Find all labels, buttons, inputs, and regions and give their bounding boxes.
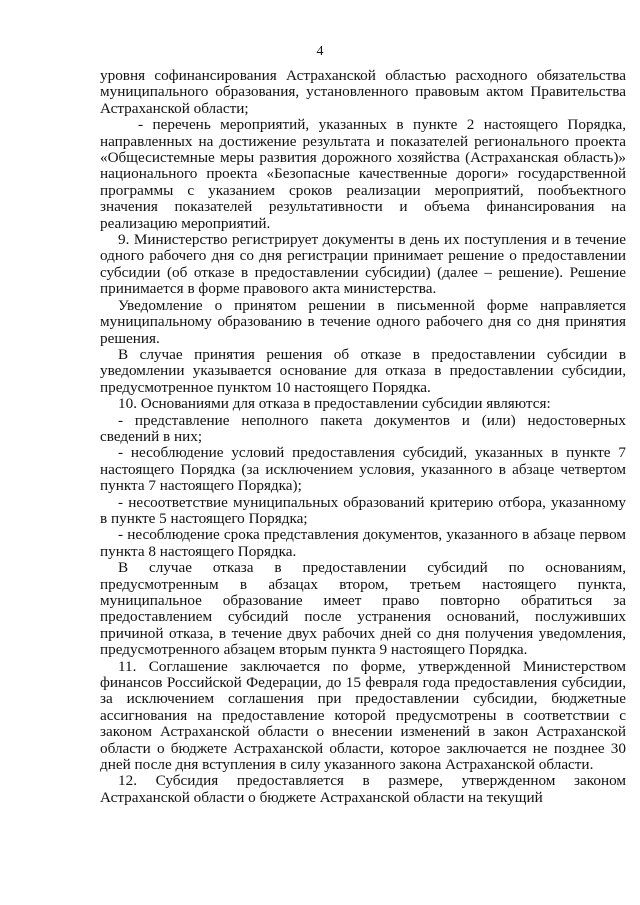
page-number: 4 — [316, 44, 324, 59]
paragraph: 9. Министерство регистрирует документы в день их поступления и в течение одного рабочего дня со дня регистрации принимает решение о предоставлении субсидии (об отказе в предоставлении субсидии) (далее – решение). Решение принимается в форме правового акта министерства. — [100, 231, 626, 298]
document-body — [100, 68, 626, 806]
paragraph: - несоответствие муниципальных образований критерию отбора, указанному в пункте 5 настоящего Порядка; — [100, 493, 626, 527]
paragraph: Уведомление о принятом решении в письменной форме направляется муниципальному образованию в течение одного рабочего дня со дня принятия решения. — [100, 296, 626, 347]
paragraph: 10. Основаниями для отказа в предоставлении субсидии являются: — [118, 395, 551, 413]
paragraph: - представление неполного пакета документов и (или) недостоверных сведений в них; — [100, 411, 626, 445]
paragraph: 11. Соглашение заключается по форме, утвержденной Министерством финансов Российской Федерации, до 15 февраля года предоставления субсидии, за исключением соглашения при предоставлении субсидии, бюджетные ассигнования на предоставление которой предусмотрены в соответствии с законом Астраханской области о внесении изменений в закон Астраханской области о бюджете Астраханской области, которое заключается не позднее 30 дней после дня вступления в силу указанного закона Астраханской области. — [100, 657, 626, 774]
paragraph: 12. Субсидия предоставляется в размере, утвержденном законом Астраханской области о бюджете Астраханской области на текущий — [100, 772, 626, 806]
paragraph: В случае отказа в предоставлении субсидий по основаниям, предусмотренным в абзацах втором, третьем настоящего пункта, муниципальное образование имеет право повторно обратиться за предоставлением субсидий после устранения оснований, послуживших причиной отказа, в течение двух рабочих дней со дня получения уведомления, предусмотренного абзацем вторым пункта 9 настоящего Порядка. — [100, 559, 626, 659]
paragraph: уровня софинансирования Астраханской областью расходного обязательства муниципального образования, установленного правовым актом Правительства Астраханской области; — [100, 67, 626, 117]
paragraph: - несоблюдение условий предоставления субсидий, указанных в пункте 7 настоящего Порядка (за исключением условия, указанного в абзаце четвертом пункта 7 настоящего Порядка); — [100, 444, 626, 495]
paragraph: - несоблюдение срока представления документов, указанного в абзаце первом пункта 8 настоящего Порядка. — [100, 526, 626, 560]
paragraph: - перечень мероприятий, указанных в пункте 2 настоящего Порядка, направленных на достижение результата и показателей регионального проекта «Общесистемные меры развития дорожного хозяйства (Астраханская область)» национального проекта «Безопасные качественные дороги» государственной программы с указанием сроков реализации мероприятий, пообъектного значения показателей результативности и объема финансирования на реализацию мероприятий. — [100, 116, 626, 232]
paragraph: В случае принятия решения об отказе в предоставлении субсидии в уведомлении указывается основание для отказа в предоставлении субсидии, предусмотренное пунктом 10 настоящего Порядка. — [100, 345, 626, 396]
